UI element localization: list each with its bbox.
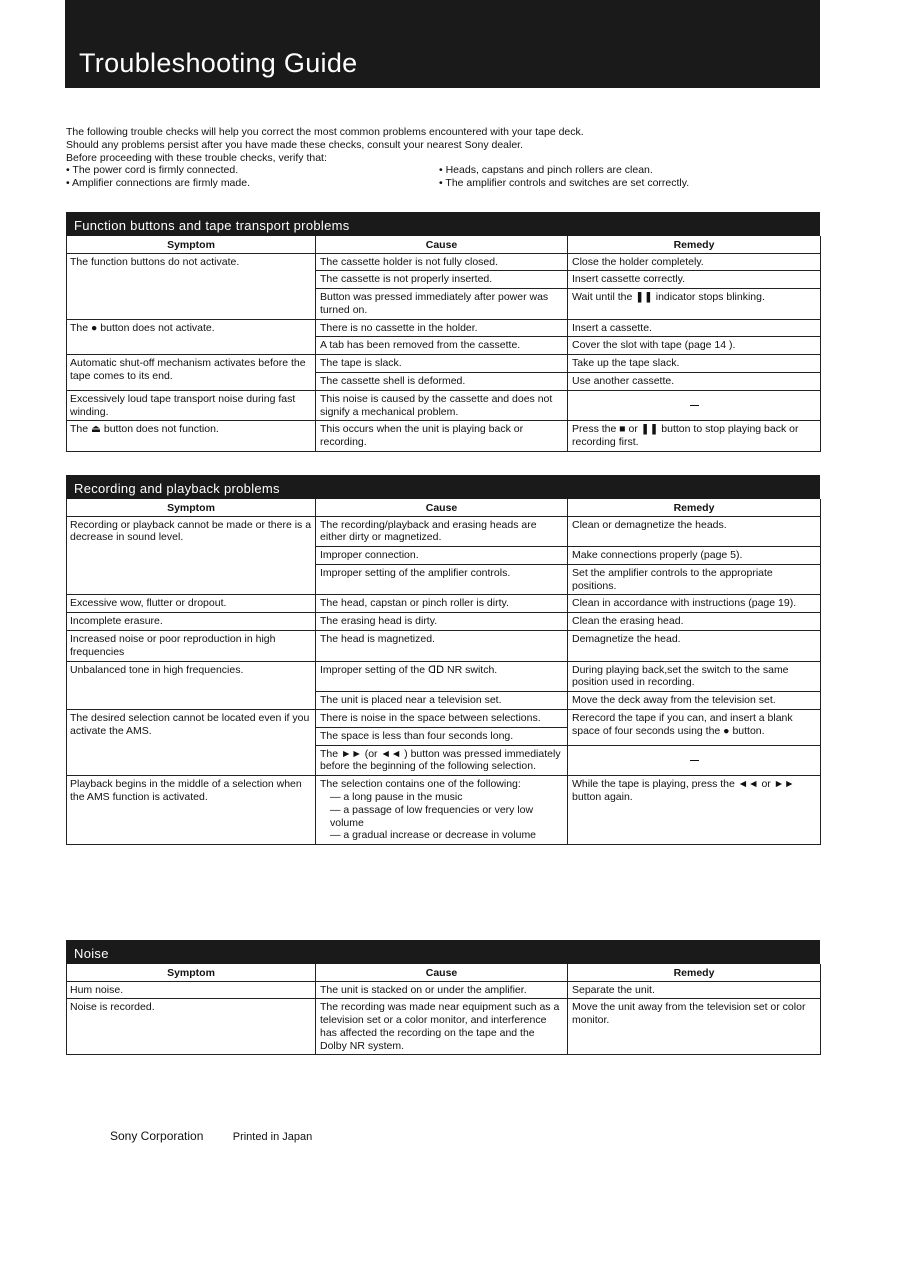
symptom-cell: The desired selection cannot be located even if you activate the AMS. — [67, 710, 316, 776]
cause-text: The head is magnetized. — [320, 633, 435, 646]
table-row — [67, 710, 821, 728]
remedy-cell: Clean the erasing head. — [568, 613, 821, 631]
remedy-header: Remedy — [568, 499, 821, 516]
cause-cell — [316, 355, 568, 373]
cause-cell — [316, 999, 568, 1055]
table-row — [67, 595, 821, 613]
cause-header: Cause — [316, 964, 568, 981]
remedy-cell: Press the ■ or ❚❚ button to stop playing back or recording first. — [568, 421, 821, 452]
cause-cell — [316, 745, 568, 776]
table-row — [67, 613, 821, 631]
remedy-cell — [568, 745, 821, 776]
cause-list-item: — a passage of low frequencies or very low volume — [330, 803, 534, 829]
remedy-header: Remedy — [568, 964, 821, 981]
symptom-cell: The ⏏ button does not function. — [67, 421, 316, 452]
cause-text: The recording was made near equipment such as a television set or a color monitor, and interference has affected the recording on the tape and the Dolby NR system. — [320, 1001, 560, 1052]
intro — [66, 126, 820, 190]
remedy-cell — [568, 390, 821, 421]
cause-text: The ►► (or ◄◄ ) button was pressed immediately before the beginning of the following selection. — [320, 747, 561, 773]
symptom-cell: The ● button does not activate. — [67, 319, 316, 355]
section-function-buttons — [66, 212, 820, 452]
symptom-cell: Unbalanced tone in high frequencies. — [67, 661, 316, 709]
footer — [110, 1129, 312, 1143]
table-row — [67, 390, 821, 421]
remedy-cell: Wait until the ❚❚ indicator stops blinking. — [568, 289, 821, 320]
section-title: Function buttons and tape transport problems — [66, 212, 820, 236]
check-row — [66, 164, 820, 177]
remedy-cell: Use another cassette. — [568, 373, 821, 391]
remedy-cell: Move the unit away from the television set or color monitor. — [568, 999, 821, 1055]
table-row — [67, 981, 821, 999]
table-header-row — [67, 499, 821, 516]
dash-mark — [690, 760, 699, 761]
section-recording-playback — [66, 475, 820, 845]
table-row — [67, 631, 821, 662]
section-title: Noise — [66, 940, 820, 964]
symptom-cell: Excessive wow, flutter or dropout. — [67, 595, 316, 613]
cause-text: The cassette holder is not fully closed. — [320, 255, 499, 268]
remedy-cell: Cover the slot with tape (page 14 ). — [568, 337, 821, 355]
check-item: • The power cord is firmly connected. — [66, 164, 239, 177]
remedy-cell: While the tape is playing, press the ◄◄ or ►► button again. — [568, 776, 821, 845]
cause-text: The unit is stacked on or under the amplifier. — [320, 983, 527, 996]
symptom-cell: The function buttons do not activate. — [67, 253, 316, 319]
cause-text: Improper connection. — [320, 549, 419, 562]
cause-cell — [316, 613, 568, 631]
cause-text: Button was pressed immediately after power was turned on. — [320, 291, 549, 316]
check-item: • The amplifier controls and switches are set correctly. — [439, 177, 690, 190]
remedy-cell: Move the deck away from the television set. — [568, 692, 821, 710]
symptom-cell: Playback begins in the middle of a selection when the AMS function is activated. — [67, 776, 316, 845]
cause-text: Improper setting of the amplifier controls. — [320, 566, 511, 579]
intro-line: Should any problems persist after you have made these checks, consult your nearest Sony dealer. — [66, 138, 524, 151]
intro-line: Before proceeding with these trouble checks, verify that: — [66, 151, 327, 164]
cause-text: Improper setting of the ᗡᗞ NR switch. — [320, 663, 498, 676]
symptom-cell: Noise is recorded. — [67, 999, 316, 1055]
symptom-cell: Automatic shut-off mechanism activates before the tape comes to its end. — [67, 355, 316, 391]
cause-text: This noise is caused by the cassette and does not signify a mechanical problem. — [320, 392, 553, 418]
remedy-cell: Insert cassette correctly. — [568, 271, 821, 289]
cause-text: A tab has been removed from the cassette. — [320, 339, 521, 352]
symptom-cell: Hum noise. — [67, 981, 316, 999]
cause-list-item: — a long pause in the music — [330, 791, 463, 804]
check-item: • Heads, capstans and pinch rollers are clean. — [439, 164, 653, 177]
table-row — [67, 776, 821, 845]
table-row — [67, 516, 821, 547]
trouble-table — [66, 236, 821, 452]
remedy-cell: Rerecord the tape if you can, and insert a blank space of four seconds using the ● button. — [568, 710, 821, 746]
cause-text: The recording/playback and erasing heads are either dirty or magnetized. — [320, 518, 537, 544]
remedy-cell: Take up the tape slack. — [568, 355, 821, 373]
table-row — [67, 355, 821, 373]
symptom-cell: Recording or playback cannot be made or there is a decrease in sound level. — [67, 516, 316, 595]
cause-text: The head, capstan or pinch roller is dirty. — [320, 597, 509, 610]
cause-text: The tape is slack. — [320, 357, 402, 370]
cause-cell — [316, 337, 568, 355]
cause-cell — [316, 547, 568, 565]
table-row — [67, 319, 821, 337]
table-row — [67, 999, 821, 1055]
section-noise — [66, 940, 820, 1055]
remedy-cell: Separate the unit. — [568, 981, 821, 999]
check-row — [66, 177, 820, 190]
table-header-row — [67, 236, 821, 253]
cause-cell — [316, 631, 568, 662]
cause-cell — [316, 319, 568, 337]
cause-text: This occurs when the unit is playing back or recording. — [320, 423, 524, 449]
cause-cell — [316, 289, 568, 320]
remedy-cell: Make connections properly (page 5). — [568, 547, 821, 565]
company-name: Sony Corporation — [110, 1129, 204, 1143]
section-title: Recording and playback problems — [66, 475, 820, 499]
page-title: Troubleshooting Guide — [79, 48, 358, 78]
cause-text: There is noise in the space between selections. — [320, 712, 541, 725]
table-row — [67, 661, 821, 692]
cause-cell — [316, 727, 568, 745]
symptom-header: Symptom — [67, 499, 316, 516]
cause-cell — [316, 253, 568, 271]
table-row — [67, 421, 821, 452]
remedy-cell: Clean or demagnetize the heads. — [568, 516, 821, 547]
title-bar — [65, 0, 820, 88]
trouble-table — [66, 964, 821, 1055]
cause-cell — [316, 981, 568, 999]
cause-cell — [316, 421, 568, 452]
cause-cell — [316, 661, 568, 692]
symptom-cell: Increased noise or poor reproduction in high frequencies — [67, 631, 316, 662]
cause-cell — [316, 516, 568, 547]
table-header-row — [67, 964, 821, 981]
cause-text: The erasing head is dirty. — [320, 615, 438, 628]
remedy-cell: Set the amplifier controls to the appropriate positions. — [568, 564, 821, 595]
cause-text: The unit is placed near a television set. — [320, 694, 502, 707]
cause-cell — [316, 776, 568, 845]
cause-text: The cassette shell is deformed. — [320, 375, 466, 388]
cause-list-item: — a gradual increase or decrease in volume — [330, 829, 537, 842]
remedy-cell: Insert a cassette. — [568, 319, 821, 337]
cause-cell — [316, 271, 568, 289]
remedy-cell: Clean in accordance with instructions (page 19). — [568, 595, 821, 613]
check-item: • Amplifier connections are firmly made. — [66, 177, 250, 190]
cause-cell — [316, 692, 568, 710]
cause-cell — [316, 373, 568, 391]
symptom-cell: Excessively loud tape transport noise during fast winding. — [67, 390, 316, 421]
cause-cell — [316, 595, 568, 613]
trouble-table — [66, 499, 821, 845]
symptom-cell: Incomplete erasure. — [67, 613, 316, 631]
symptom-header: Symptom — [67, 964, 316, 981]
remedy-cell: During playing back,set the switch to the same position used in recording. — [568, 661, 821, 692]
cause-text: There is no cassette in the holder. — [320, 321, 478, 334]
printed-note: Printed in Japan — [232, 1131, 313, 1143]
remedy-header: Remedy — [568, 236, 821, 253]
cause-text: The selection contains one of the following: — [320, 778, 521, 791]
intro-line: The following trouble checks will help you correct the most common problems encountered with your tape deck. — [66, 126, 584, 138]
cause-text: The space is less than four seconds long. — [320, 729, 514, 742]
table-row — [67, 253, 821, 271]
cause-header: Cause — [316, 499, 568, 516]
dash-mark — [690, 405, 699, 406]
cause-header: Cause — [316, 236, 568, 253]
cause-cell — [316, 710, 568, 728]
symptom-header: Symptom — [67, 236, 316, 253]
cause-cell — [316, 564, 568, 595]
cause-text: The cassette is not properly inserted. — [320, 273, 493, 286]
remedy-cell: Demagnetize the head. — [568, 631, 821, 662]
remedy-cell: Close the holder completely. — [568, 253, 821, 271]
cause-cell — [316, 390, 568, 421]
